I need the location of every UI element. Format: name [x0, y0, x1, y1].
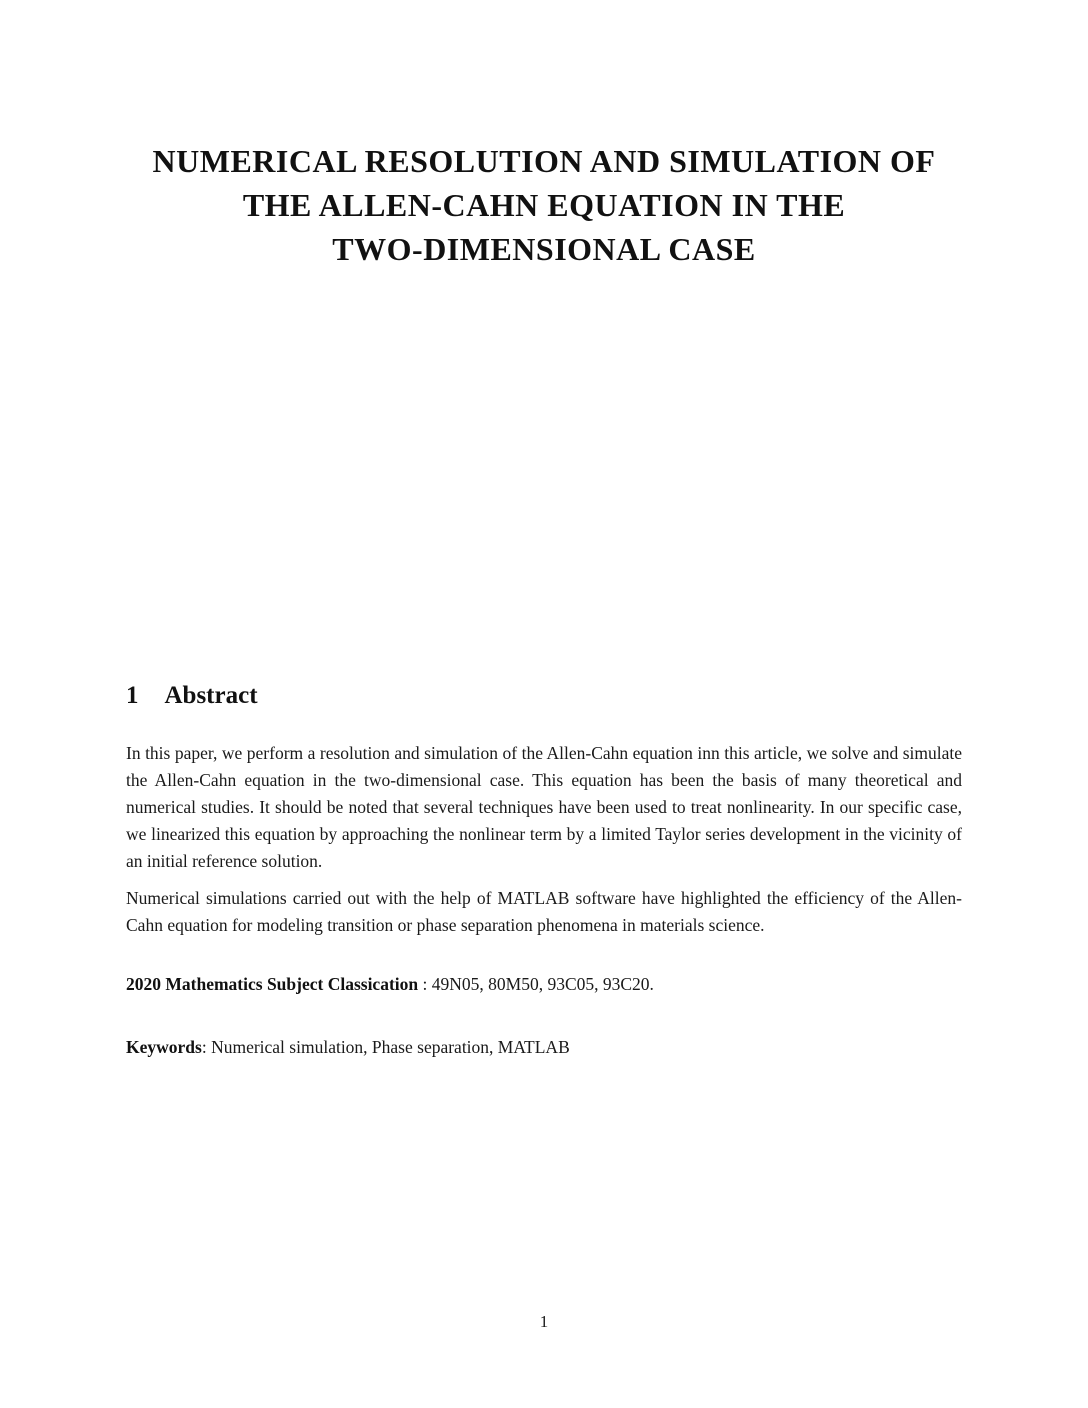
paper-title-line-1: NUMERICAL RESOLUTION AND SIMULATION OF — [152, 143, 936, 180]
keywords-label: Keywords — [126, 1037, 202, 1058]
msc-classification-line — [126, 971, 962, 998]
paper-title — [126, 139, 962, 271]
keywords-value: : Numerical simulation, Phase separation, MATLAB — [201, 1037, 570, 1058]
msc-codes: : 49N05, 80M50, 93C05, 93C20. — [418, 974, 654, 995]
section-number: 1 — [126, 682, 139, 710]
page-number: 1 — [539, 1312, 549, 1331]
keywords-line — [126, 1034, 962, 1061]
paper-title-line-3: TWO-DIMENSIONAL CASE — [332, 231, 756, 268]
section-title: Abstract — [164, 682, 258, 710]
section-heading-abstract — [126, 679, 962, 713]
abstract-paragraph-2: Numerical simulations carried out with the help of MATLAB software have highlighted the efficiency of the Allen-Cahn equation for modeling transition or phase separation phenomena in materials science. — [126, 888, 962, 936]
msc-label: 2020 Mathematics Subject Classication — [126, 974, 419, 995]
abstract-paragraph-1: In this paper, we perform a resolution and simulation of the Allen-Cahn equation inn this article, we solve and simulate the Allen-Cahn equation in the two-dimensional case. This equation has been the basis of many theoretical and numerical studies. It should be noted that several techniques have been used to treat nonlinearity. In our specific case, we linearized this equation by approaching the nonlinear term by a limited Taylor series development in the vicinity of an initial reference solution. — [126, 743, 962, 872]
paper-title-line-2: THE ALLEN-CAHN EQUATION IN THE — [242, 187, 846, 224]
